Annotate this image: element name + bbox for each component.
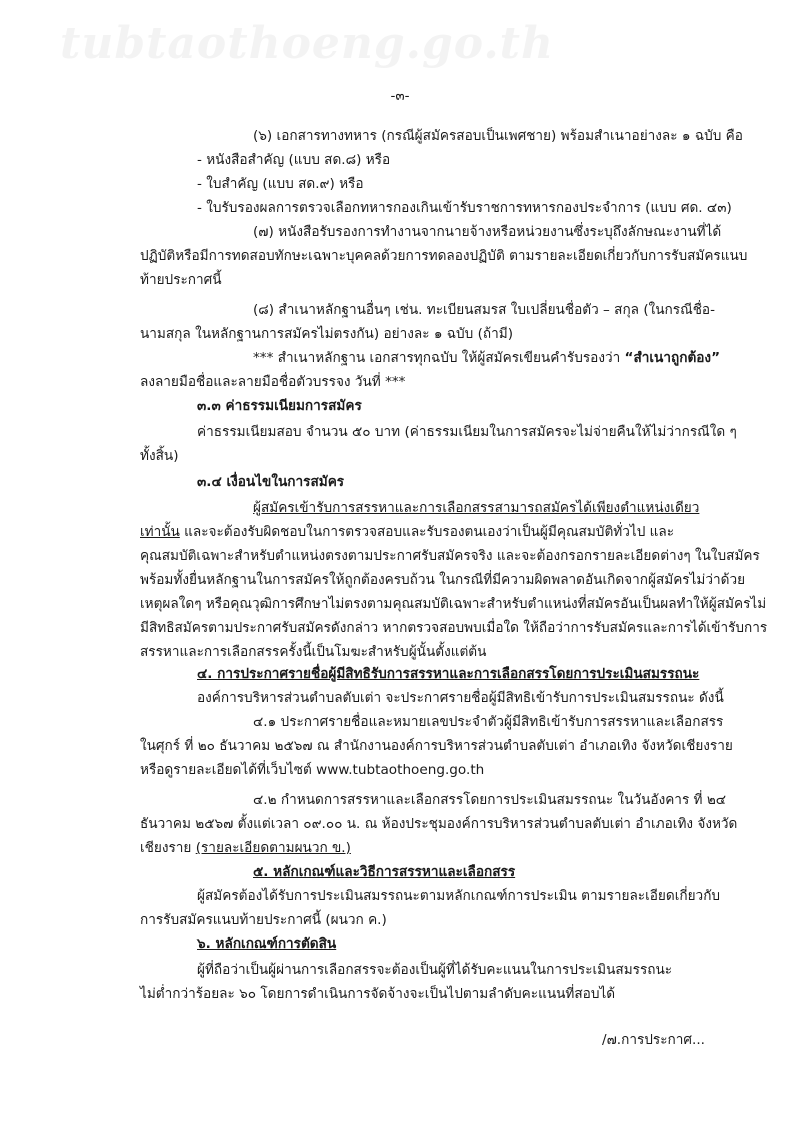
condition-line5: เหตุผลใดๆ หรือคุณวุฒิการศึกษาไม่ตรงตามคุณสมบัติเฉพาะสำหรับตำแหน่งที่สมัครอันเป็นผลทำให้ผู้สมัครไม่ <box>140 596 767 612</box>
condition-line4: พร้อมทั้งยื่นหลักฐานในการสมัครให้ถูกต้องครบถ้วน ในกรณีที่มีความผิดพลาดอันเกิดจากผู้สมัครไม่ว่าด้วย <box>140 572 746 588</box>
certify-note-line2: ลงลายมือชื่อและลายมือชื่อตัวบรรจง วันที่ *** <box>140 374 406 390</box>
item-7-line2: ปฏิบัติหรือมีการทดสอบทักษะเฉพาะบุคคลด้วยการทดลองปฏิบัติ ตามรายละเอียดเกี่ยวกับการรับสมัครแนบ <box>140 248 748 264</box>
fee-line2: ทั้งสิ้น) <box>140 448 179 464</box>
condition-line3: คุณสมบัติเฉพาะสำหรับตำแหน่งตรงตามประกาศรับสมัครจริง และจะต้องกรอกรายละเอียดต่างๆ ในใบสมัคร <box>140 548 760 564</box>
item-4-1-line2: ในศุกร์ ที่ ๒๐ ธันวาคม ๒๕๖๗ ณ สำนักงานองค์การบริหารส่วนตำบลตับเต่า อำเภอเทิง จังหวัดเชียงราย <box>140 738 733 754</box>
item-7-line3: ท้ายประกาศนี้ <box>140 272 222 288</box>
item-8-line1: (๘) สำเนาหลักฐานอื่นๆ เช่น. ทะเบียนสมรส ใบเปลี่ยนชื่อตัว – สกุล (ในกรณีชื่อ- <box>253 302 715 318</box>
section-5-heading: ๕. หลักเกณฑ์และวิธีการสรรหาและเลือกสรร <box>253 864 516 880</box>
section-6-line1: ผู้ที่ถือว่าเป็นผู้ผ่านการเลือกสรรจะต้องเป็นผู้ที่ได้รับคะแนนในการประเมินสมรรถนะ <box>197 962 673 978</box>
section-4-intro: องค์การบริหารส่วนตำบลตับเต่า จะประกาศรายชื่อผู้มีสิทธิเข้ารับการประเมินสมรรถนะ ดังนี้ <box>197 690 724 706</box>
watermark-text: tubtaothoeng.go.th <box>60 18 554 69</box>
item-4-1-line1: ๔.๑ ประกาศรายชื่อและหมายเลขประจำตัวผู้มีสิทธิเข้ารับการสรรหาและเลือกสรร <box>253 714 724 730</box>
item-4-2-line1: ๔.๒ กำหนดการสรรหาและเลือกสรรโดยการประเมินสมรรถนะ ในวันอังคาร ที่ ๒๔ <box>253 792 727 808</box>
item-4-1-website: หรือดูรายละเอียดได้ที่เว็บไซต์ www.tubtaothoeng.go.th <box>140 762 485 778</box>
certify-note-text: *** สำเนาหลักฐาน เอกสารทุกฉบับ ให้ผู้สมัครเขียนคำรับรองว่า <box>253 350 625 366</box>
section-6-line2: ไม่ต่ำกว่าร้อยละ ๖๐ โดยการดำเนินการจัดจ้างจะเป็นไปตามลำดับคะแนนที่สอบได้ <box>140 986 616 1002</box>
item-6-sd9: - ใบสำคัญ (แบบ สด.๙) หรือ <box>197 176 364 192</box>
condition-line2 <box>140 522 674 542</box>
item-4-2-line2: ธันวาคม ๒๕๖๗ ตั้งแต่เวลา ๐๙.๐๐ น. ณ ห้องประชุมองค์การบริหารส่วนตำบลตับเต่า อำเภอเทิง จังหวัด <box>140 816 738 832</box>
continuation-footer: /๗.การประกาศ... <box>602 1032 705 1048</box>
section-5-line1: ผู้สมัครต้องได้รับการประเมินสมรรถนะตามหลักเกณฑ์การประเมิน ตามรายละเอียดเกี่ยวกับ <box>197 888 721 904</box>
item-7-line1: (๗) หนังสือรับรองการทำงานจากนายจ้างหรือหน่วยงานซึ่งระบุถึงลักษณะงานที่ได้ <box>253 224 722 240</box>
section-3-4-heading: ๓.๔ เงื่อนไขในการสมัคร <box>197 474 345 490</box>
province-text: เชียงราย <box>140 840 196 856</box>
item-6-sd43: - ใบรับรองผลการตรวจเลือกทหารกองเกินเข้ารับราชการทหารกองประจำการ (แบบ ศด. ๔๓) <box>197 200 732 216</box>
condition-line2-text: และจะต้องรับผิดชอบในการตรวจสอบและรับรองตนเองว่าเป็นผู้มีคุณสมบัติทั่วไป และ <box>179 524 675 540</box>
item-8-line2: นามสกุล ในหลักฐานการสมัครไม่ตรงกัน) อย่างละ ๑ ฉบับ (ถ้ามี) <box>140 326 514 342</box>
item-6-sd8: - หนังสือสำคัญ (แบบ สด.๘) หรือ <box>197 152 391 168</box>
page-number: -๓- <box>390 88 410 104</box>
item-4-2-line3 <box>140 838 351 858</box>
only-one-position: เท่านั้น <box>140 524 180 540</box>
item-6-military-docs: (๖) เอกสารทางทหาร (กรณีผู้สมัครสอบเป็นเพศชาย) พร้อมสำเนาอย่างละ ๑ ฉบับ คือ <box>253 128 743 144</box>
annex-b-ref: (รายละเอียดตามผนวก ข.) <box>195 840 351 856</box>
certify-phrase: “สำเนาถูกต้อง” <box>624 350 721 366</box>
condition-line1: ผู้สมัครเข้ารับการสรรหาและการเลือกสรรสามารถสมัครได้เพียงตำแหน่งเดียว <box>253 500 700 516</box>
section-6-heading: ๖. หลักเกณฑ์การตัดสิน <box>197 936 337 952</box>
certify-note-line1 <box>253 348 720 368</box>
section-4-heading: ๔. การประกาศรายชื่อผู้มีสิทธิรับการสรรหาและการเลือกสรรโดยการประเมินสมรรถนะ <box>197 666 700 682</box>
section-3-3-heading: ๓.๓ ค่าธรรมเนียมการสมัคร <box>197 398 362 414</box>
condition-line6: มีสิทธิสมัครตามประกาศรับสมัครดังกล่าว หากตรวจสอบพบเมื่อใด ให้ถือว่าการรับสมัครและการได้เข้ารับการ <box>140 620 768 636</box>
fee-line1: ค่าธรรมเนียมสอบ จำนวน ๕๐ บาท (ค่าธรรมเนียมในการสมัครจะไม่จ่ายคืนให้ไม่ว่ากรณีใด ๆ <box>197 424 737 440</box>
section-5-line2: การรับสมัครแนบท้ายประกาศนี้ (ผนวก ค.) <box>140 912 387 928</box>
condition-line7: สรรหาและการเลือกสรรครั้งนี้เป็นโมฆะสำหรับผู้นั้นตั้งแต่ต้น <box>140 644 487 660</box>
